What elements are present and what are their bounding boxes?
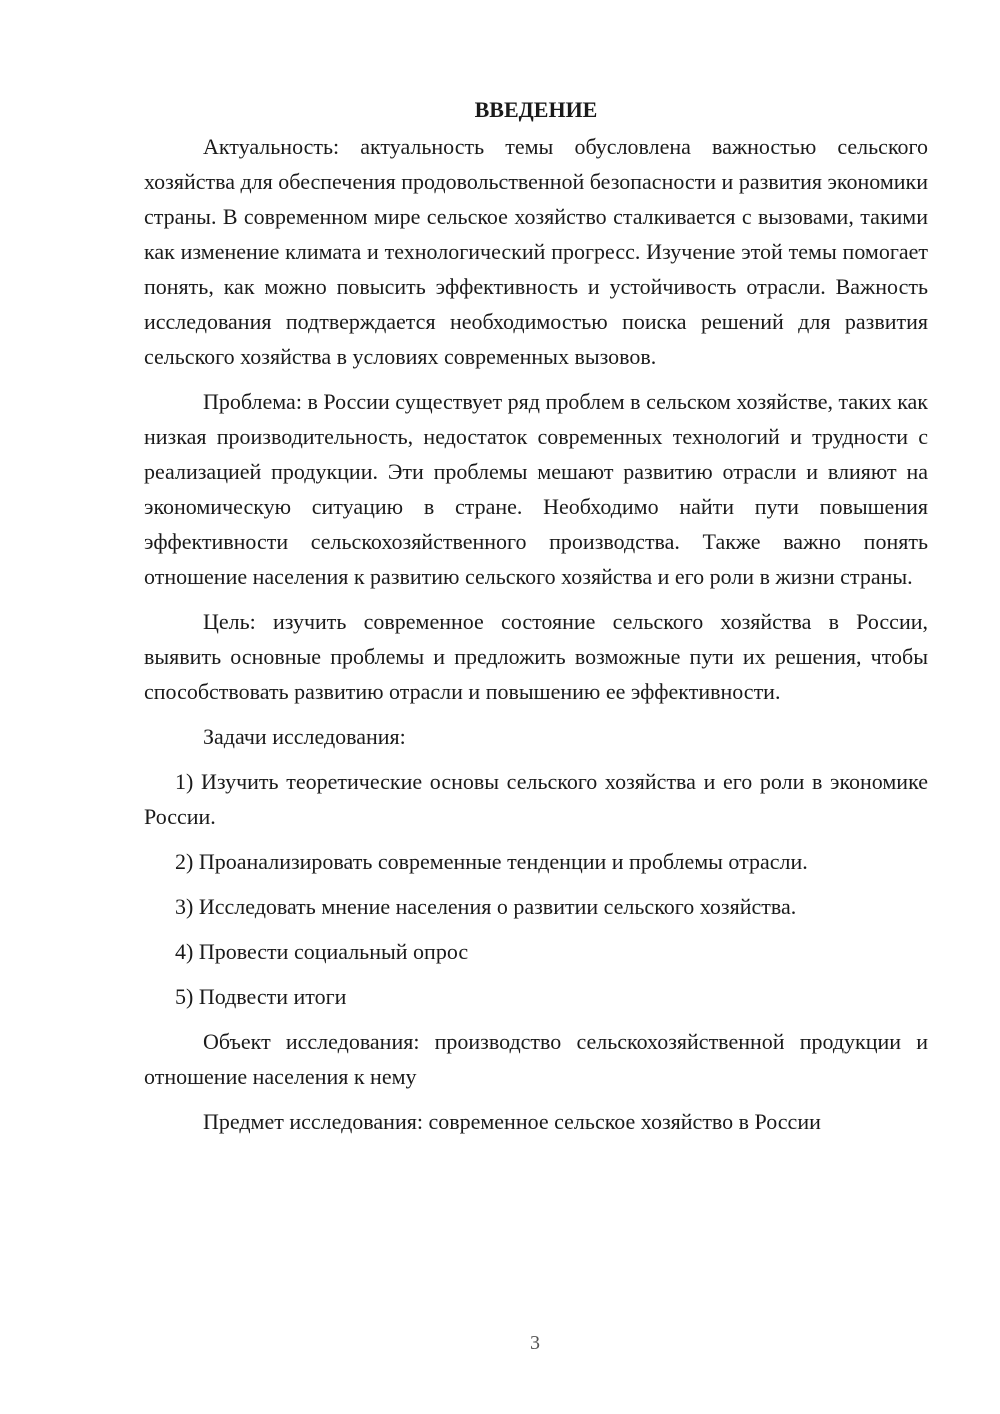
section-title: ВВЕДЕНИЕ xyxy=(474,97,598,122)
task-item-4: 4) Провести социальный опрос xyxy=(175,939,469,964)
paragraph-tasks-heading: Задачи исследования: xyxy=(203,724,406,749)
paragraph-relevance: Актуальность: актуальность темы обусловлена важностью сельского хозяйства для обеспечения продовольственной безопасности и развития экономики страны. В современном мире сельское хозяйство сталкивается с вызовами, такими как изменение климата и технологический прогресс. Изучение этой темы помогает понять, как можно повысить эффективность и устойчивость отрасли. Важность исследования подтверждается необходимостью поиска решений для развития сельского хозяйства в условиях современных вызовов. xyxy=(144,134,928,369)
page-number: 3 xyxy=(530,1332,540,1354)
paragraph-goal: Цель: изучить современное состояние сельского хозяйства в России, выявить основные проблемы и предложить возможные пути их решения, чтобы способствовать развитию отрасли и повышению ее эффективности. xyxy=(144,609,928,704)
paragraph-object: Объект исследования: производство сельскохозяйственной продукции и отношение населения к нему xyxy=(144,1029,928,1089)
task-item-1: 1) Изучить теоретические основы сельского хозяйства и его роли в экономике России. xyxy=(144,769,928,829)
task-item-3: 3) Исследовать мнение населения о развитии сельского хозяйства. xyxy=(175,894,797,919)
paragraph-subject: Предмет исследования: современное сельское хозяйство в России xyxy=(203,1109,821,1134)
paragraph-problem: Проблема: в России существует ряд проблем в сельском хозяйстве, таких как низкая производительность, недостаток современных технологий и трудности с реализацией продукции. Эти проблемы мешают развитию отрасли и влияют на экономическую ситуацию в стране. Необходимо найти пути повышения эффективности сельскохозяйственного производства. Также важно понять отношение населения к развитию сельского хозяйства и его роли в жизни страны. xyxy=(144,389,928,589)
task-item-2: 2) Проанализировать современные тенденции и проблемы отрасли. xyxy=(175,849,808,874)
task-item-5: 5) Подвести итоги xyxy=(175,984,347,1009)
document-page xyxy=(144,92,928,1149)
